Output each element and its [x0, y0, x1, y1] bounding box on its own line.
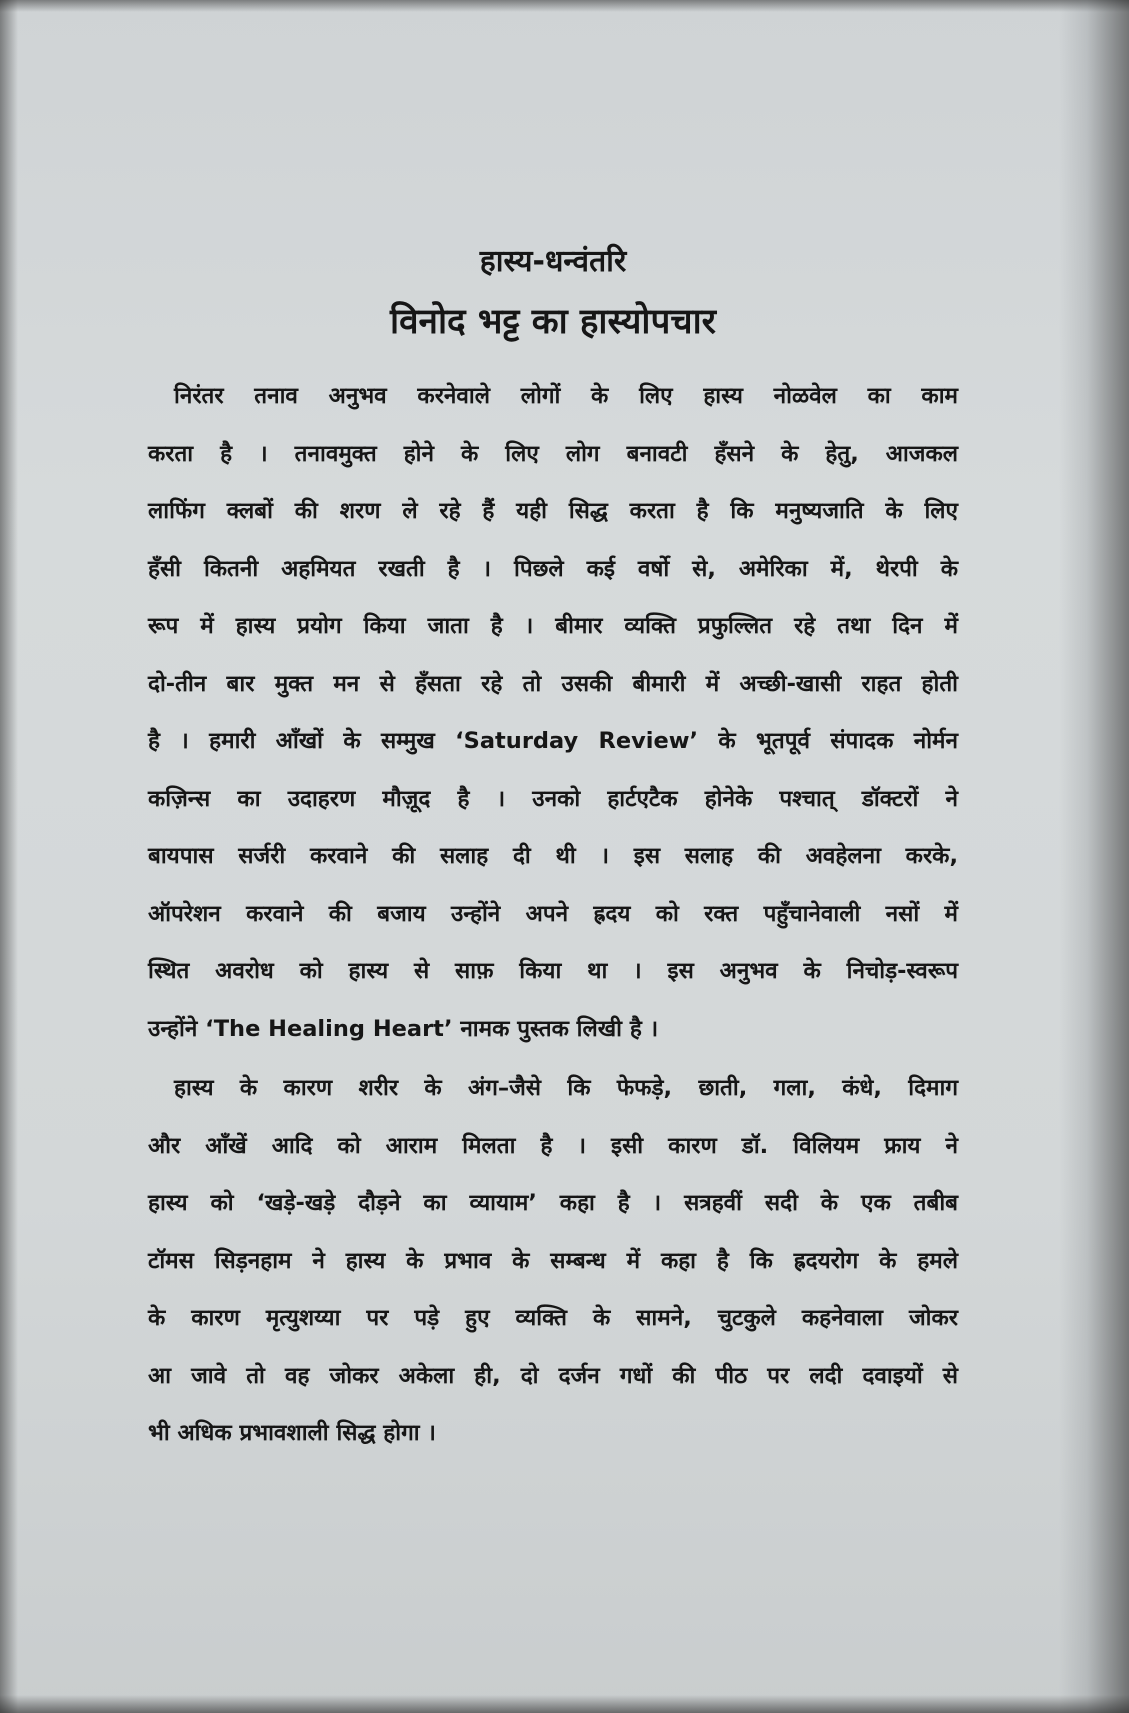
cover-top-edge	[0, 0, 1129, 12]
text-line: आ जावे तो वह जोकर अकेला ही, दो दर्जन गधों की पीठ पर लदी दवाइयों से	[148, 1362, 958, 1389]
text-line: निरंतर तनाव अनुभव करनेवाले लोगों के लिए हास्य नोळवेल का काम	[174, 383, 958, 409]
text-line: टॉमस सिड़नहाम ने हास्य के प्रभाव के सम्बन्ध में कहा है कि ह्रदयरोग के हमले	[148, 1247, 958, 1274]
text-line: हास्य को ‘खड़े-खड़े दौड़ने का व्यायाम’ कहा है । सत्रहवीं सदी के एक तबीब	[148, 1190, 958, 1216]
blurb-paragraph-2	[148, 1060, 958, 1463]
text-line: ऑपरेशन करवाने की बजाय उन्होंने अपने ह्रदय को रक्त पहुँचानेवाली नसों में	[148, 900, 958, 927]
text-line: और आँखें आदि को आराम मिलता है । इसी कारण डॉ. विलियम फ्राय ने	[148, 1132, 958, 1159]
blurb-content	[148, 240, 958, 1463]
text-line: उन्होंने ‘The Healing Heart’ नामक पुस्तक लिखी है ।	[148, 1015, 659, 1042]
text-line: भी अधिक प्रभावशाली सिद्ध होगा ।	[148, 1420, 436, 1446]
book-title: हास्य-धन्वंतरि	[479, 244, 627, 279]
cover-left-edge	[0, 0, 18, 1713]
blurb-paragraph-1	[148, 368, 958, 1058]
text-line: कज़िन्स का उदाहरण मौज़ूद है । उनको हार्टएटैक होनेके पश्चात् डॉक्टरों ने	[148, 785, 958, 812]
text-line: रूप में हास्य प्रयोग किया जाता है । बीमार व्यक्ति प्रफुल्लित रहे तथा दिन में	[148, 613, 958, 639]
text-line: हँसी कितनी अहमियत रखती है । पिछले कई वर्षो से, अमेरिका में, थेरपी के	[148, 555, 958, 582]
book-subtitle: विनोद भट्ट का हास्योपचार	[390, 302, 716, 342]
text-line: स्थित अवरोध को हास्य से साफ़ किया था । इस अनुभव के निचोड़-स्वरूप	[148, 958, 958, 984]
text-line: है । हमारी आँखों के सम्मुख ‘Saturday Review’ के भूतपूर्व संपादक नोर्मन	[148, 728, 958, 754]
text-line: करता है । तनावमुक्त होने के लिए लोग बनावटी हँसने के हेतु, आजकल	[148, 440, 958, 467]
text-line: के कारण मृत्युशय्या पर पड़े हुए व्यक्ति के सामने, चुटकुले कहनेवाला जोकर	[148, 1305, 958, 1331]
text-line: दो-तीन बार मुक्त मन से हँसता रहे तो उसकी बीमारी में अच्छी-खासी राहत होती	[148, 670, 958, 697]
cover-bottom-edge	[0, 1695, 1129, 1713]
cover-right-edge	[1059, 0, 1129, 1713]
text-line: लाफिंग क्लबों की शरण ले रहे हैं यही सिद्ध करता है कि मनुष्यजाति के लिए	[148, 498, 958, 524]
text-line: हास्य के कारण शरीर के अंग–जैसे कि फेफड़े, छाती, गला, कंधे, दिमाग	[174, 1075, 958, 1101]
text-line: बायपास सर्जरी करवाने की सलाह दी थी । इस सलाह की अवहेलना करके,	[148, 843, 958, 869]
